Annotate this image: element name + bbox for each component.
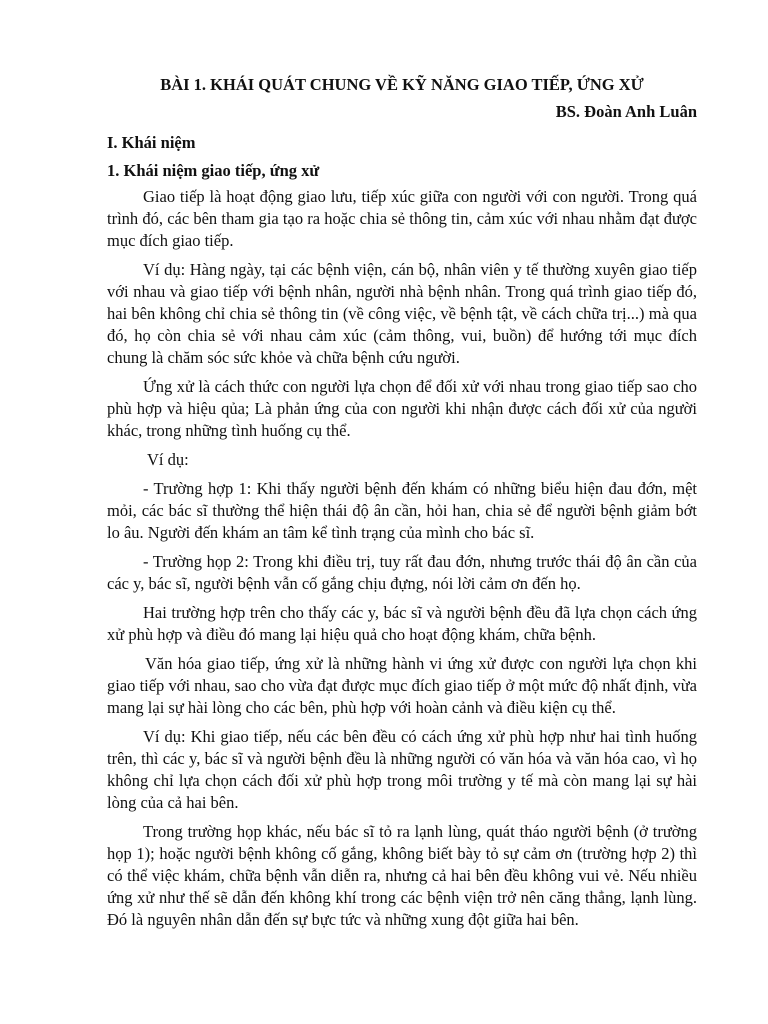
- paragraph-giao-tiep-definition: Giao tiếp là hoạt động giao lưu, tiếp xúc giữa con người với con người. Trong quá trình đó, các bên tham gia tạo ra hoặc chia sẻ thông tin, cảm xúc với nhau nhằm đạt được mục đích giao tiếp.: [107, 187, 697, 250]
- paragraph-van-hoa-definition: Văn hóa giao tiếp, ứng xử là những hành vi ứng xử được con người lựa chọn khi giao tiếp với nhau, sao cho vừa đạt được mục đích giao tiếp ở một mức độ nhất định, vừa mang lại sự hài lòng cho các bên, phù hợp với hoàn cảnh và điều kiện cụ thể.: [107, 654, 697, 717]
- document-page: [107, 0, 697, 1024]
- document-title: BÀI 1. KHÁI QUÁT CHUNG VỀ KỸ NĂNG GIAO TIẾP, ỨNG XỬ: [160, 75, 644, 94]
- paragraph-ung-xu-definition: Ứng xử là cách thức con người lựa chọn để đối xử với nhau trong giao tiếp sao cho phù hợp và hiệu qủa; Là phản ứng của con người khi nhận được cách đối xử của người khác, trong những tình huống cụ thể.: [107, 377, 697, 440]
- document-body: [107, 186, 697, 938]
- subsection-heading: 1. Khái niệm giao tiếp, ứng xử: [107, 161, 320, 180]
- paragraph-van-hoa-example: Ví dụ: Khi giao tiếp, nếu các bên đều có cách ứng xử phù hợp như hai tình huống trên, thì các y, bác sĩ và người bệnh đều là những người có văn hóa và văn hóa cao, vì họ không chỉ lựa chọn cách đối xử phù hợp trong môi trường y tế mà còn mang lại sự hài lòng của cả hai bên.: [107, 727, 697, 812]
- paragraph-example-label: Ví dụ:: [147, 450, 189, 469]
- author-name: BS. Đoàn Anh Luân: [555, 102, 697, 121]
- section-heading: I. Khái niệm: [107, 133, 196, 152]
- paragraph-cases-conclusion: Hai trường hợp trên cho thấy các y, bác sĩ và người bệnh đều đã lựa chọn cách ứng xử phù hợp và điều đó mang lại hiệu quả cho hoạt động khám, chữa bệnh.: [107, 603, 697, 644]
- paragraph-case-2: - Trường họp 2: Trong khi điều trị, tuy rất đau đớn, nhưng trước thái độ ân cần của các y, bác sĩ, người bệnh vẫn cố gắng chịu đựng, nói lời cảm ơn đến họ.: [107, 552, 697, 593]
- paragraph-giao-tiep-example: Ví dụ: Hàng ngày, tại các bệnh viện, cán bộ, nhân viên y tế thường xuyên giao tiếp với nhau và giao tiếp với bệnh nhân, người nhà bệnh nhân. Trong quá trình giao tiếp đó, hai bên không chỉ chia sẻ thông tin (về công việc, về bệnh tật, về cách chữa trị...) mà qua đó, họ còn chia sẻ với nhau cảm xúc (cảm thông, vui, buồn) để hướng tới mục đích chung là chăm sóc sức khỏe và chữa bệnh cứu người.: [107, 260, 697, 367]
- paragraph-case-1: - Trường hợp 1: Khi thấy người bệnh đến khám có những biểu hiện đau đớn, mệt mỏi, các bác sĩ thường thể hiện thái độ ân cần, hỏi han, chia sẻ để người bệnh giảm bớt lo âu. Người đến khám an tâm kể tình trạng của mình cho bác sĩ.: [107, 479, 697, 542]
- paragraph-counter-example: Trong trường họp khác, nếu bác sĩ tỏ ra lạnh lùng, quát tháo người bệnh (ở trường họp 1); hoặc người bệnh không cố gắng, không biết bày tỏ sự cảm ơn (trường hợp 2) thì có thể việc khám, chữa bệnh vẫn diễn ra, nhưng cả hai bên đều không vui vẻ. Nếu nhiều ứng xử như thế sẽ dẫn đến không khí trong các bệnh viện trở nên căng thẳng, lạnh lùng. Đó là nguyên nhân dẫn đến sự bực tức và những xung đột giữa hai bên.: [107, 822, 697, 929]
